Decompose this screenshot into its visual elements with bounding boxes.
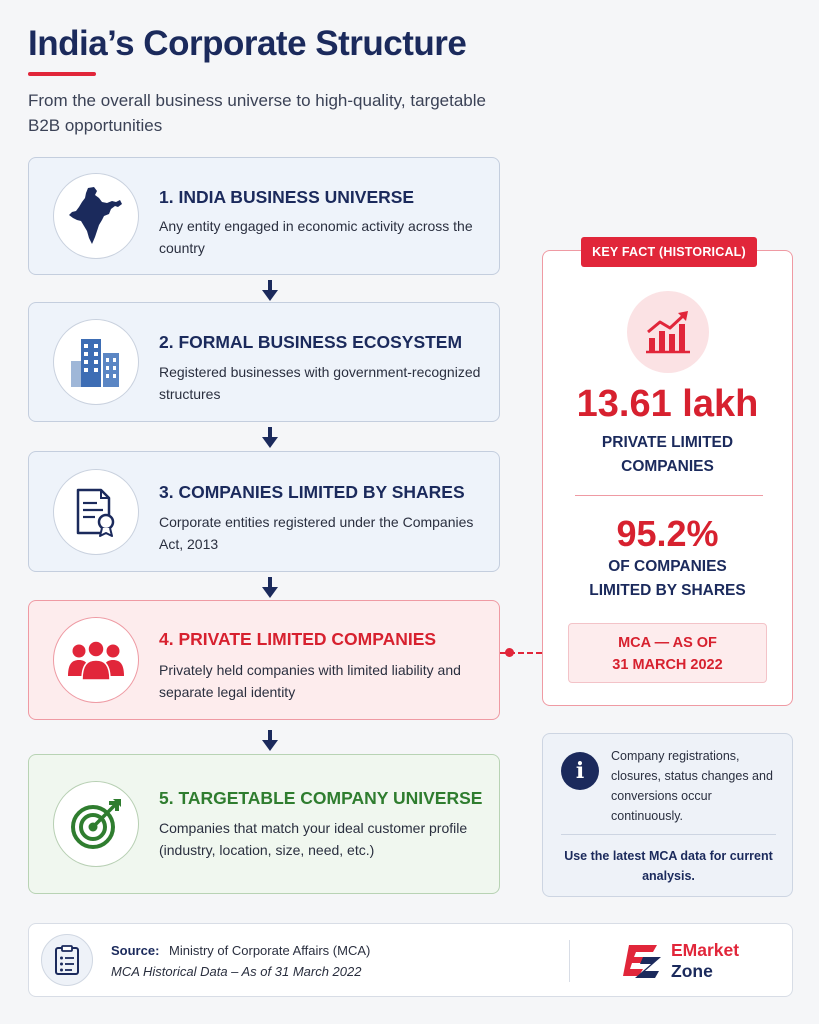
footer-source-bar [28, 923, 793, 997]
info-cta: Use the latest MCA data for current analysis. [564, 849, 773, 883]
certificate-document-icon [73, 487, 119, 537]
brand-name-line2: Zone [671, 961, 713, 981]
step-description: Companies that match your ideal customer profile (industry, location, size, need, etc.) [159, 820, 468, 858]
share-percentage-label-line1: OF COMPANIES [608, 558, 727, 575]
down-arrow-icon [258, 426, 282, 450]
growth-chart-icon [644, 310, 692, 354]
footer-source-label: Source: [111, 943, 160, 958]
private-limited-count: 13.61 lakh [576, 383, 759, 425]
key-fact-divider [575, 495, 763, 496]
info-divider [561, 834, 776, 835]
footer-source-value: Ministry of Corporate Affairs (MCA) [169, 943, 371, 958]
brand-name-line1: EMarket [671, 940, 740, 960]
target-arrow-icon [69, 797, 123, 851]
info-icon: i [561, 752, 599, 790]
step-card-companies-limited-by-shares [28, 451, 500, 572]
step-title: 5. TARGETABLE COMPANY UNIVERSE [159, 788, 483, 808]
footer-source [111, 943, 370, 958]
step-card-targetable-company-universe [28, 754, 500, 894]
step-description: Any entity engaged in economic activity across the country [159, 218, 473, 256]
private-limited-label-line1: PRIVATE LIMITED [601, 434, 734, 451]
key-fact-source-box [568, 623, 767, 683]
keyfact-connector-dot [505, 648, 514, 657]
step-card-private-limited-companies [28, 600, 500, 720]
page-subtitle: From the overall business universe to high-quality, targetable B2B opportunities [28, 91, 486, 135]
down-arrow-icon [258, 729, 282, 753]
private-limited-label-line2: COMPANIES [621, 458, 714, 475]
key-fact-source-line1: MCA — AS OF [618, 635, 717, 651]
buildings-icon [69, 337, 123, 387]
emarketzone-logo-icon [623, 941, 663, 981]
step-icon-circle [53, 617, 139, 703]
document-list-icon [54, 945, 80, 975]
share-percentage-label-line2: LIMITED BY SHARES [589, 582, 746, 599]
key-fact-panel [542, 245, 793, 706]
step-card-formal-business-ecosystem [28, 302, 500, 422]
step-title: 2. FORMAL BUSINESS ECOSYSTEM [159, 332, 463, 352]
step-description: Privately held companies with limited liability and separate legal identity [159, 662, 461, 700]
india-map-icon [66, 185, 126, 247]
step-title: 3. COMPANIES LIMITED BY SHARES [159, 482, 465, 502]
info-box [542, 733, 793, 897]
step-icon-circle [53, 781, 139, 867]
growth-icon-circle [627, 291, 709, 373]
key-fact-source-line2: 31 MARCH 2022 [612, 657, 723, 673]
footer-separator [569, 940, 570, 982]
step-icon-circle [53, 173, 139, 259]
step-icon-circle [53, 319, 139, 405]
footer-icon-circle [41, 934, 93, 986]
key-fact-badge: KEY FACT (HISTORICAL) [581, 237, 757, 267]
step-icon-circle [53, 469, 139, 555]
footer-source-detail: MCA Historical Data – As of 31 March 2022 [111, 964, 362, 979]
step-title: 1. INDIA BUSINESS UNIVERSE [159, 187, 415, 207]
page-title: India’s Corporate Structure [28, 24, 467, 63]
step-description: Corporate entities registered under the Companies Act, 2013 [159, 514, 474, 552]
people-group-icon [67, 640, 125, 680]
title-underline [28, 72, 96, 76]
info-text: Company registrations, closures, status changes and conversions occur continuously. [611, 749, 773, 823]
brand-name [671, 940, 739, 982]
step-title: 4. PRIVATE LIMITED COMPANIES [159, 629, 437, 649]
share-percentage: 95.2% [616, 513, 719, 554]
down-arrow-icon [258, 576, 282, 600]
step-description: Registered businesses with government-recognized structures [159, 364, 481, 402]
step-card-india-business-universe [28, 157, 500, 275]
down-arrow-icon [258, 279, 282, 303]
